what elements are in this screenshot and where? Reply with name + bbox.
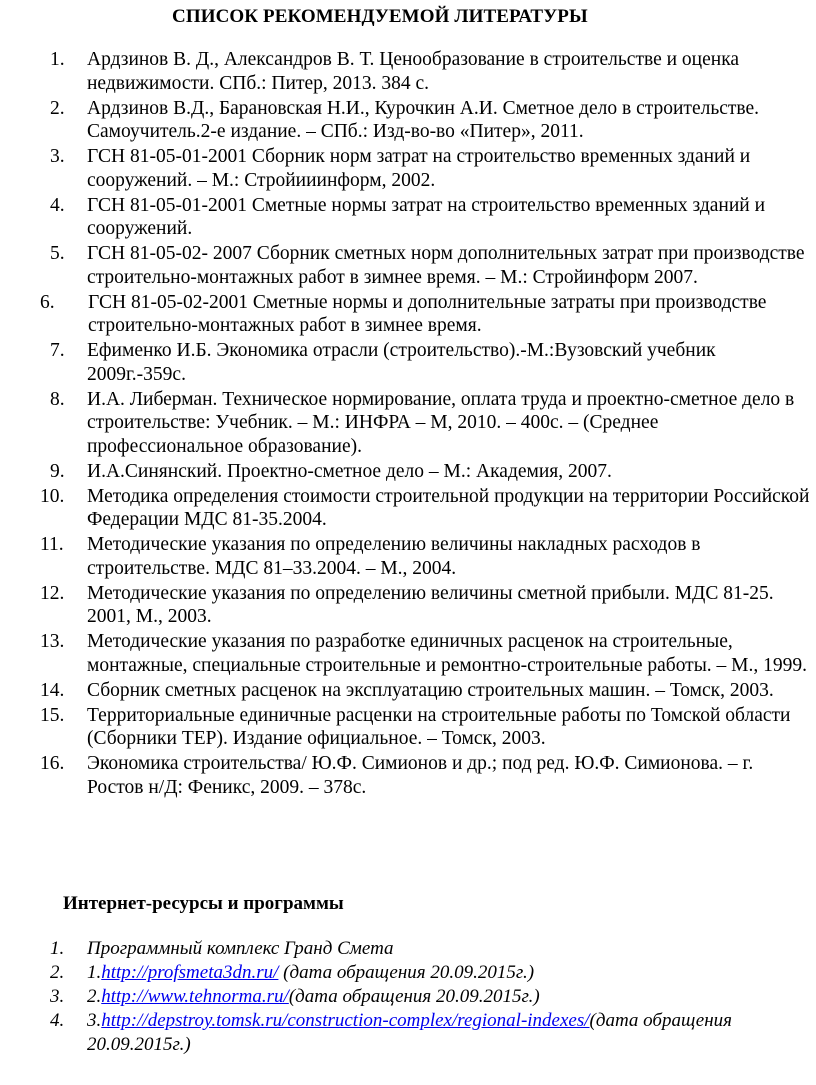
list-item: [0, 704, 816, 751]
item-prefix: 1.: [87, 962, 102, 983]
list-item: [0, 1009, 816, 1057]
list-item: [0, 961, 816, 985]
list-item: [0, 985, 816, 1009]
list-item: [0, 752, 816, 799]
item-text: Методические указания по определению величины накладных расходов в строительстве. МДС 81–33.2004. – М., 2004.: [87, 534, 701, 579]
item-number: 14.: [40, 679, 65, 701]
depstroy-link[interactable]: http://depstroy.tomsk.ru/construction-complex/regional-indexes/: [101, 1010, 590, 1031]
item-text: И.А.Синянский. Проектно-сметное дело – М.: Академия, 2007.: [87, 460, 612, 482]
list-item: [0, 291, 816, 338]
list-item: [0, 485, 816, 532]
list-item: [0, 388, 816, 459]
list-item: [0, 97, 816, 144]
item-text: (дата обращения 20.09.2015г.): [278, 962, 535, 983]
item-text: Ардзинов В.Д., Барановская Н.И., Курочкин А.И. Сметное дело в строительстве. Самоучитель.2-е издание. – СПб.: Изд-во-во «Питер», 2011.: [87, 97, 760, 142]
item-prefix: 2.: [87, 986, 102, 1007]
item-text: (дата обращения 20.09.2015г.): [288, 986, 540, 1007]
item-number: 9.: [50, 460, 65, 482]
page-title: [172, 6, 588, 28]
item-number: 1.: [50, 938, 65, 959]
tehnorma-link[interactable]: http://www.tehnorma.ru/: [101, 986, 289, 1007]
item-number: 12.: [40, 582, 65, 604]
list-item: [0, 533, 816, 580]
item-text: Методические указания по определению величины сметной прибыли. МДС 81-25. 2001, М., 2003.: [87, 582, 774, 627]
item-prefix: 3.: [87, 1010, 102, 1031]
item-number: 13.: [40, 631, 65, 652]
item-number: 15.: [40, 704, 65, 726]
item-text: Ардзинов В. Д., Александров В. Т. Ценообразование в строительстве и оценка недвижимости. СПб.: Питер, 2013. 384 с.: [87, 49, 740, 94]
list-item: [0, 582, 816, 629]
item-text: Экономика строительства/ Ю.Ф. Симионов и др.; под ред. Ю.Ф. Симионова. – г. Ростов н/Д: Феникс, 2009. – 378с.: [87, 753, 754, 798]
item-number: 3.: [50, 986, 65, 1007]
item-text: ГСН 81-05-01-2001 Сборник норм затрат на строительство временных зданий и сооружений. – М.: Стройииинформ, 2002.: [87, 146, 751, 191]
profsmeta-link[interactable]: http://profsmeta3dn.ru/: [101, 962, 279, 983]
list-item: [0, 242, 816, 289]
reference-list: [0, 48, 816, 801]
item-text: И.А. Либерман. Техническое нормирование, оплата труда и проектно-сметное дело в строительстве: Учебник. – М.: ИНФРА – М, 2010. – 400с. – (Среднее профессиональное образование).: [87, 388, 795, 457]
list-item: [0, 460, 816, 484]
item-text: Методика определения стоимости строительной продукции на территории Российской Федерации МДС 81-35.2004.: [87, 485, 810, 530]
item-number: 8.: [50, 388, 65, 410]
internet-resources-list: [0, 937, 816, 1057]
item-text: Сборник сметных расценок на эксплуатацию строительных машин. – Томск, 2003.: [87, 679, 774, 701]
list-item: [0, 630, 816, 677]
item-text: Методические указания по разработке единичных расценок на строительные, монтажные, специальные строительные и ремонтно-строительные работы. – М., 1999.: [87, 631, 808, 676]
list-item: [0, 679, 816, 703]
list-item: [0, 339, 816, 386]
item-number: 11.: [40, 534, 64, 555]
item-text: Территориальные единичные расценки на строительные работы по Томской области (Сборники ТЕР). Издание официальное. – Томск, 2003.: [87, 704, 791, 749]
item-number: 4.: [50, 1010, 65, 1031]
item-number: 6.: [40, 291, 55, 313]
item-number: 3.: [50, 146, 65, 167]
item-number: 2.: [50, 962, 65, 983]
list-item: [0, 145, 816, 192]
item-text: Ефименко И.Б. Экономика отрасли (строительство).-М.:Вузовский учебник 2009г.-359с.: [87, 340, 716, 385]
item-text: ГСН 81-05-01-2001 Сметные нормы затрат на строительство временных зданий и сооружений.: [87, 194, 766, 239]
item-text: ГСН 81-05-02-2001 Сметные нормы и дополнительные затраты при производстве строительно-монтажных работ в зимнее время.: [88, 291, 767, 336]
item-text: ГСН 81-05-02- 2007 Сборник сметных норм дополнительных затрат при производстве строительно-монтажных работ в зимнее время. – М.: Стройинформ 2007.: [87, 243, 805, 288]
list-item: [0, 937, 816, 961]
internet-section-heading: Интернет-ресурсы и программы: [63, 893, 344, 914]
item-number: 4.: [50, 194, 65, 216]
item-number: 10.: [40, 485, 65, 507]
item-number: 16.: [40, 753, 65, 774]
title-text: СПИСОК РЕКОМЕНДУЕМОЙ ЛИТЕРАТУРЫ: [172, 6, 588, 27]
item-text: (дата обращения 20.09.2015г.): [87, 1010, 732, 1055]
item-text: Программный комплекс Гранд Смета: [87, 938, 394, 959]
item-number: 1.: [50, 49, 65, 70]
item-number: 5.: [50, 243, 65, 264]
item-number: 7.: [50, 340, 65, 361]
list-item: [0, 48, 816, 95]
list-item: [0, 194, 816, 241]
item-number: 2.: [50, 97, 65, 119]
